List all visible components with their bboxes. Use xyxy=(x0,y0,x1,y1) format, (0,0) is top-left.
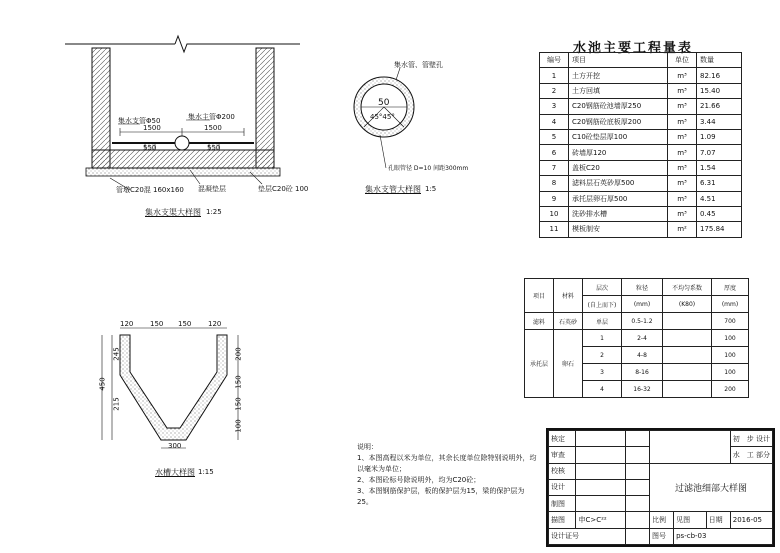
tb-number-label: 图号 xyxy=(650,528,674,544)
flt-sr1-size: 2-4 xyxy=(622,330,663,347)
flt-sh-order: (自上而下) xyxy=(583,296,622,313)
flt-sr4-size: 16-32 xyxy=(622,381,663,398)
quantity-table-row-cell-3: 1.09 xyxy=(697,129,742,144)
tb-scale-value: 见图 xyxy=(674,512,707,528)
tb-blank-3b xyxy=(626,463,650,479)
quantity-table-row xyxy=(540,99,742,114)
quantity-table-title: 水池主要工程量表 xyxy=(573,41,694,56)
quantity-table-row xyxy=(540,68,742,83)
trough-dim-left-1: 245 xyxy=(112,347,121,361)
tb-scale-label: 比例 xyxy=(650,512,674,528)
quantity-table-row-cell-2: m³ xyxy=(668,83,697,98)
quantity-table-row-cell-3: 4.51 xyxy=(697,191,742,206)
tag-right-550: 550 xyxy=(207,144,221,152)
quantity-table-row-cell-1: 土方回填 xyxy=(569,83,668,98)
tb-label-design: 设计 xyxy=(549,479,576,495)
trough-caption-scale: 1:15 xyxy=(198,468,214,476)
flt-sr3-size: 8-16 xyxy=(622,364,663,381)
flt-filter-layer: 单层 xyxy=(583,313,622,330)
tb-label-approve: 核定 xyxy=(549,431,576,447)
flt-sr2-coef xyxy=(663,347,712,364)
notes-line-1: 1、本图高程以米为单位，其余长度单位除特别说明外，均以毫米为单位； xyxy=(357,454,537,473)
flt-sr2-layer: 2 xyxy=(583,347,622,364)
quantity-table-row xyxy=(540,222,742,237)
quantity-table-row-cell-0: 9 xyxy=(540,191,569,206)
quantity-table-row-cell-3: 21.66 xyxy=(697,99,742,114)
quantity-table-header-cell-3: 数量 xyxy=(697,53,742,68)
quantity-table-row xyxy=(540,160,742,175)
trough-dim-left-2: 215 xyxy=(112,397,121,411)
flt-h-material: 材料 xyxy=(554,279,583,313)
flt-h-layer: 层次 xyxy=(583,279,622,296)
leader-bottom xyxy=(380,135,386,168)
tb-blank-org-left xyxy=(650,431,731,464)
notes-line-2: 2、本图砼标号除说明外，均为C20砼； xyxy=(357,476,481,484)
break-symbol xyxy=(175,36,190,52)
quantity-table-row-cell-0: 11 xyxy=(540,222,569,237)
pipe-label-bottom: 孔眼管径 D=10 间距300mm xyxy=(388,165,469,172)
quantity-table-row-cell-2: m³ xyxy=(668,191,697,206)
trough-dim-top-3: 150 xyxy=(178,320,192,328)
tb-org-line2: 水 工 部分 xyxy=(730,447,772,463)
quantity-table-row xyxy=(540,129,742,144)
bottom-slab xyxy=(92,150,274,168)
label-cushion-c20: 垫层C20砼 100 xyxy=(258,185,309,193)
quantity-table-row-cell-1: 砖墙厚120 xyxy=(569,145,668,160)
flt-sr1-coef xyxy=(663,330,712,347)
tb-blank-5 xyxy=(576,496,626,512)
flt-sr4-layer: 4 xyxy=(583,381,622,398)
trough-dim-bottom-300: 300 xyxy=(168,442,182,450)
trough-dim-top-1: 120 xyxy=(120,320,134,328)
flt-h-item: 项目 xyxy=(525,279,554,313)
quantity-table-row-cell-1: C20钢筋砼底板厚200 xyxy=(569,114,668,129)
flt-support-label: 承托层 xyxy=(525,330,554,398)
tb-blank-4b xyxy=(626,479,650,495)
tb-blank-1 xyxy=(576,431,626,447)
quantity-table-row-cell-3: 7.07 xyxy=(697,145,742,160)
tb-blank-5b xyxy=(626,496,650,512)
flt-sr1-thick: 100 xyxy=(712,330,749,347)
filter-media-table xyxy=(524,278,749,398)
label-pipe-pier: 管墩C20混 160x160 xyxy=(116,186,184,194)
flt-filter-item: 滤料 xyxy=(525,313,554,330)
tb-blank-4 xyxy=(576,479,626,495)
quantity-table-row-cell-0: 10 xyxy=(540,206,569,221)
quantity-table-row-cell-0: 5 xyxy=(540,129,569,144)
trough-dim-left-3: 450 xyxy=(98,377,107,391)
pipe-caption-scale: 1:5 xyxy=(425,185,437,193)
trough-dim-right-1: 200 xyxy=(234,347,243,361)
trough-dim-top-4: 120 xyxy=(208,320,222,328)
flt-filter-material: 石英砂 xyxy=(554,313,583,330)
tb-blank-7b xyxy=(626,528,650,544)
notes-title: 说明： xyxy=(357,443,378,451)
tb-label-cert: 设计证号 xyxy=(549,528,626,544)
quantity-table-row-cell-1: C10砼垫层厚100 xyxy=(569,129,668,144)
quantity-table-row xyxy=(540,191,742,206)
quantity-table-row xyxy=(540,206,742,221)
quantity-table-row-cell-1: 承托层卵石厚500 xyxy=(569,191,668,206)
notes-line-3: 3、本图钢筋保护层，板的保护层为15，梁的保护层为25。 xyxy=(357,487,525,506)
trough-dim-right-4: 100 xyxy=(234,419,243,433)
flt-sr2-size: 4-8 xyxy=(622,347,663,364)
quantity-table-row-cell-2: m³ xyxy=(668,160,697,175)
flt-filter-thick: 700 xyxy=(712,313,749,330)
tb-blank-6b xyxy=(626,512,650,528)
cushion-layer xyxy=(86,168,280,176)
flt-sr3-thick: 100 xyxy=(712,364,749,381)
flt-sr4-coef xyxy=(663,381,712,398)
main-pipe xyxy=(175,136,189,150)
drainage-caption-scale: 1:25 xyxy=(206,208,222,216)
tb-label-review: 审查 xyxy=(549,447,576,463)
quantity-table-row-cell-0: 3 xyxy=(540,99,569,114)
quantity-table-row xyxy=(540,83,742,98)
quantity-table-row-cell-3: 15.40 xyxy=(697,83,742,98)
tb-date-value: 2016-05 xyxy=(730,512,772,528)
tb-date-label: 日期 xyxy=(706,512,730,528)
quantity-table-row-cell-3: 175.84 xyxy=(697,222,742,237)
label-cushion: 混凝垫层 xyxy=(198,185,226,193)
label-main-pipe: 集水主管Φ200 xyxy=(188,113,235,121)
flt-h-size: 粒径 xyxy=(622,279,663,296)
quantity-table-row-cell-3: 6.31 xyxy=(697,176,742,191)
quantity-table-row-cell-3: 0.45 xyxy=(697,206,742,221)
flt-filter-size: 0.5-1.2 xyxy=(622,313,663,330)
quantity-table-row-cell-1: C20钢筋砼池墙厚250 xyxy=(569,99,668,114)
tb-describer-value: 申C>C²² xyxy=(576,512,626,528)
drainage-section-drawing xyxy=(0,0,340,240)
tb-blank-2 xyxy=(576,447,626,463)
quantity-table-header-cell-2: 单位 xyxy=(668,53,697,68)
flt-sh-mm: (mm) xyxy=(622,296,663,313)
tb-label-trace: 描图 xyxy=(549,512,576,528)
quantity-table-row-cell-0: 2 xyxy=(540,83,569,98)
quantity-table-row xyxy=(540,176,742,191)
pipe-label-top: 集水管、管壁孔 xyxy=(394,61,443,69)
flt-sr4-thick: 200 xyxy=(712,381,749,398)
trough-dim-top-2: 150 xyxy=(150,320,164,328)
flt-sr3-coef xyxy=(663,364,712,381)
tb-blank-1b xyxy=(626,431,650,447)
quantity-table-row-cell-1: 滤料层石英砂厚500 xyxy=(569,176,668,191)
flt-sr3-layer: 3 xyxy=(583,364,622,381)
tb-label-check: 校核 xyxy=(549,463,576,479)
quantity-table-row-cell-2: m³ xyxy=(668,145,697,160)
quantity-table-header xyxy=(540,53,742,68)
quantity-table-row-cell-0: 7 xyxy=(540,160,569,175)
flt-sr2-thick: 100 xyxy=(712,347,749,364)
trough-dim-right-2: 150 xyxy=(234,375,243,389)
quantity-table-row-cell-2: m³ xyxy=(668,206,697,221)
quantity-table-row xyxy=(540,145,742,160)
label-branch-pipe: 集水支管Φ50 xyxy=(118,117,161,125)
tb-label-draw: 制图 xyxy=(549,496,576,512)
flt-h-coef: 不均匀系数 xyxy=(663,279,712,296)
quantity-table-row-cell-1: 模板制安 xyxy=(569,222,668,237)
quantity-table-row-cell-2: m³ xyxy=(668,99,697,114)
tb-blank-2b xyxy=(626,447,650,463)
quantity-table-row-cell-2: m³ xyxy=(668,176,697,191)
trough-drawing xyxy=(90,320,260,460)
quantity-table-row-cell-1: 洗砂排水槽 xyxy=(569,206,668,221)
notes-block xyxy=(357,442,537,508)
quantity-table-row-cell-2: m³ xyxy=(668,68,697,83)
quantity-table-row-cell-0: 8 xyxy=(540,176,569,191)
quantity-table-row-cell-3: 3.44 xyxy=(697,114,742,129)
drainage-caption: 集水支渠大样图 xyxy=(145,208,201,217)
dim-left-1500: 1500 xyxy=(143,124,161,132)
quantity-table-row-cell-2: m² xyxy=(668,222,697,237)
pipe-center-dim: 50 xyxy=(378,98,390,108)
tb-org-line1: 初 步 设计 xyxy=(730,431,772,447)
trough-dim-right-3: 150 xyxy=(234,397,243,411)
quantity-table-row-cell-3: 82.16 xyxy=(697,68,742,83)
tag-left-550: 550 xyxy=(143,144,157,152)
quantity-table-header-cell-0: 编号 xyxy=(540,53,569,68)
quantity-table-row-cell-2: m³ xyxy=(668,114,697,129)
flt-sh-k80: (K80) xyxy=(663,296,712,313)
quantity-table-row-cell-3: 1.54 xyxy=(697,160,742,175)
quantity-table xyxy=(539,52,742,238)
quantity-table-row-cell-1: 土方开挖 xyxy=(569,68,668,83)
dim-right-1500: 1500 xyxy=(204,124,222,132)
quantity-table-row-cell-2: m³ xyxy=(668,129,697,144)
flt-support-material: 卵石 xyxy=(554,330,583,398)
flt-sr1-layer: 1 xyxy=(583,330,622,347)
tb-drawing-title: 过滤池细部大样图 xyxy=(650,463,773,512)
pipe-angle: 45°45° xyxy=(370,113,395,121)
tb-number-value: ps-cb-03 xyxy=(674,528,773,544)
quantity-table-header-cell-1: 项目 xyxy=(569,53,668,68)
pipe-caption: 集水支管大样图 xyxy=(365,185,421,194)
flt-h-thick: 厚度 xyxy=(712,279,749,296)
quantity-table-row xyxy=(540,114,742,129)
quantity-table-row-cell-0: 6 xyxy=(540,145,569,160)
flt-filter-coef xyxy=(663,313,712,330)
flt-sh-mm2: (mm) xyxy=(712,296,749,313)
quantity-table-row-cell-0: 4 xyxy=(540,114,569,129)
title-block xyxy=(546,428,775,547)
tb-blank-3 xyxy=(576,463,626,479)
trough-caption: 水槽大样图 xyxy=(155,468,195,477)
trough-body xyxy=(120,335,227,440)
quantity-table-row-cell-0: 1 xyxy=(540,68,569,83)
quantity-table-row-cell-1: 盖板C20 xyxy=(569,160,668,175)
